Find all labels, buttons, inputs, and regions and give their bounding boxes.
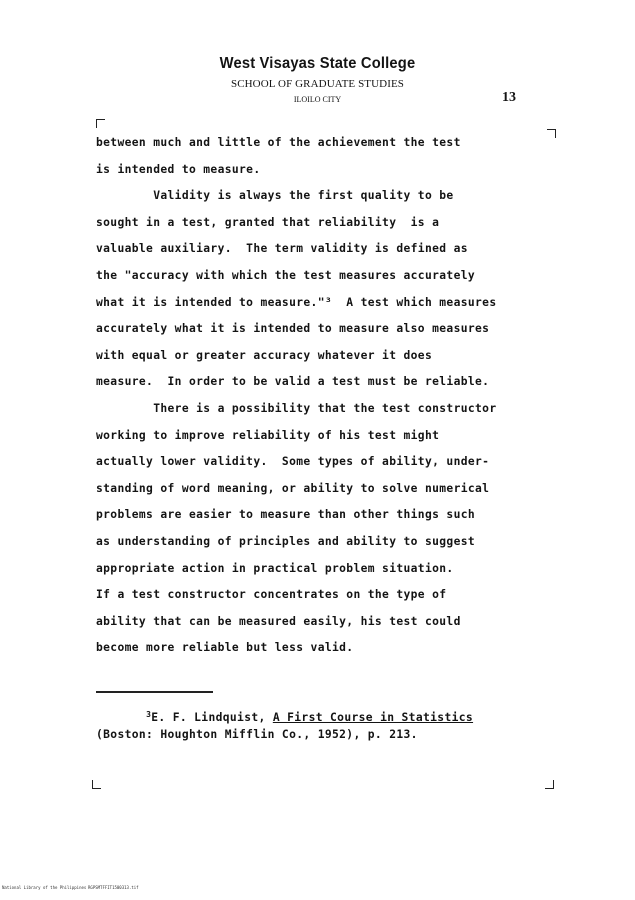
body-text — [96, 130, 566, 662]
footnote-rule — [96, 691, 213, 693]
footer-library: National Library of the Philippines — [2, 885, 87, 890]
body-line: standing of word meaning, or ability to solve numerical — [96, 481, 490, 495]
body-line: There is a possibility that the test constructor — [96, 401, 497, 415]
footnote-marker: 3 — [146, 710, 152, 719]
body-line: what it is intended to measure."³ A test which measures — [96, 295, 497, 309]
body-line: appropriate action in practical problem situation. — [96, 561, 454, 575]
body-line: measure. In order to be valid a test must be reliable. — [96, 375, 490, 389]
body-line: valuable auxiliary. The term validity is defined as — [96, 242, 468, 256]
crop-mark-top-left — [96, 119, 105, 128]
crop-mark-bottom-left — [92, 780, 101, 789]
body-line: with equal or greater accuracy whatever it does — [96, 348, 433, 362]
body-line: If a test constructor concentrates on the type of — [96, 588, 447, 602]
crop-mark-bottom-right — [545, 780, 554, 789]
body-line: the "accuracy with which the test measures accurately — [96, 268, 476, 282]
footnote-line-1 — [96, 706, 566, 726]
body-line: accurately what it is intended to measure also measures — [96, 322, 490, 336]
footnote — [96, 706, 566, 743]
body-line: between much and little of the achievement the test — [96, 136, 461, 149]
body-line: working to improve reliability of his test might — [96, 428, 440, 442]
body-line: become more reliable but less valid. — [96, 641, 354, 655]
page-number: 13 — [502, 90, 516, 105]
body-line: sought in a test, granted that reliability is a — [96, 215, 440, 229]
city-name: ILOILO CITY — [293, 95, 342, 104]
body-line: is intended to measure. — [96, 162, 261, 176]
school-name: SCHOOL OF GRADUATE STUDIES — [230, 78, 404, 90]
footnote-title: A First Course in Statistics — [272, 711, 474, 724]
footnote-author: E. F. Lindquist, — [151, 711, 273, 724]
college-name: West Visayas State College — [219, 55, 416, 72]
body-line: ability that can be measured easily, his test could — [96, 614, 461, 628]
footnote-line-2: (Boston: Houghton Mifflin Co., 1952), p. 213. — [96, 728, 418, 741]
body-line: problems are easier to measure than other things such — [96, 508, 476, 522]
footer-code: RGPSMTFFIT1500313.tif — [88, 885, 139, 890]
body-line: Validity is always the first quality to be — [96, 189, 454, 203]
body-line: as understanding of principles and ability to suggest — [96, 534, 476, 548]
body-line: actually lower validity. Some types of ability, under- — [96, 455, 490, 469]
